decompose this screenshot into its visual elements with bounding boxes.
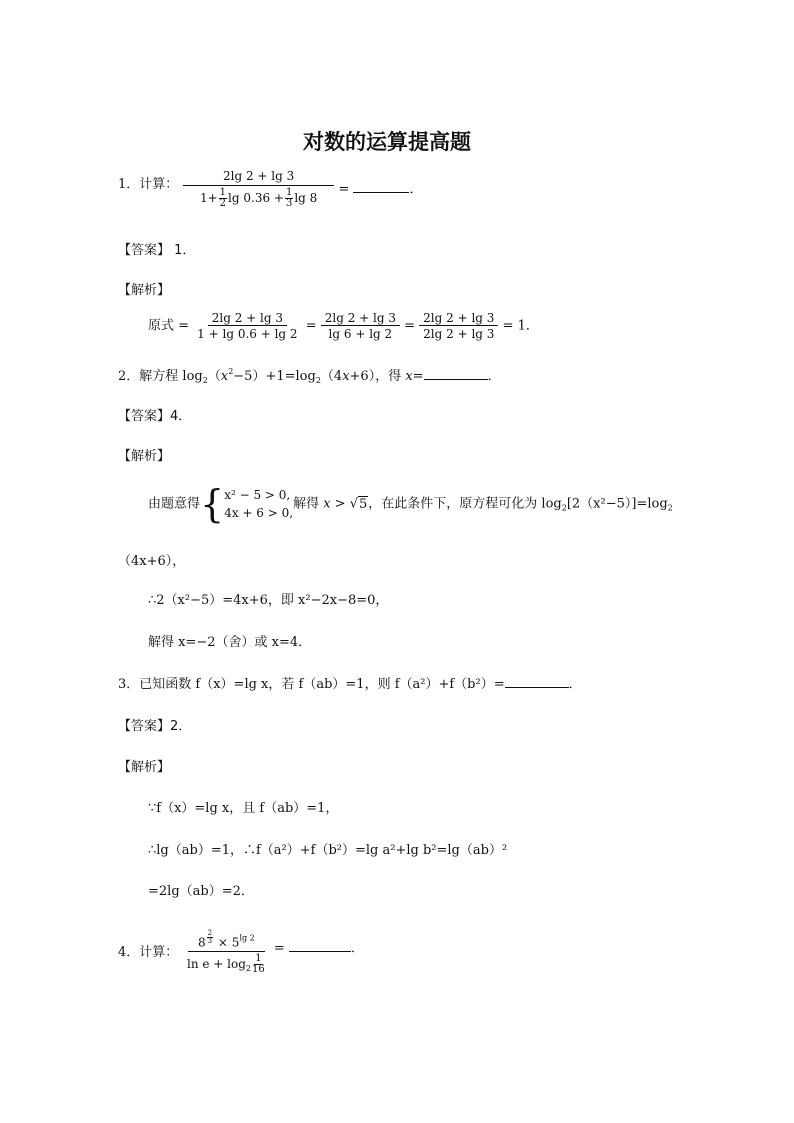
q2-answer-blank[interactable]	[424, 379, 488, 380]
q4-exp2: lg 2	[239, 933, 255, 943]
question-number: 2．	[118, 369, 140, 384]
question-1	[118, 178, 178, 191]
q1-numerator: 2lg 2 + lg 3	[183, 170, 334, 186]
q2-sol-text: ，在此条件下，原方程可化为 log	[368, 496, 562, 512]
q1-end: ．	[409, 182, 423, 197]
q4-den-text: ln e + log	[187, 956, 246, 971]
q1-analysis-label: 【解析】	[118, 283, 171, 298]
q2-text: −5）+1=log	[233, 369, 316, 384]
answer-label: 【答案】	[118, 409, 171, 424]
system-line: 4x + 6 > 0,	[224, 506, 294, 520]
question-4	[118, 946, 178, 959]
q2-text: +6），得	[349, 369, 406, 384]
q4-numerator	[188, 922, 265, 952]
q1-den-post: lg 8	[294, 191, 318, 205]
q1-result: = 1．	[502, 318, 539, 334]
q1-answer: 1．	[170, 243, 196, 258]
q2-solution-line-3: ∴2（x²−5）=4x+6，即 x²−2x−8=0，	[148, 593, 389, 608]
q4-fraction	[183, 922, 270, 975]
q2-solution-line-4: 解得 x=−2（舍）或 x=4．	[148, 635, 312, 650]
q3-solution-line-3: =2lg（ab）=2．	[148, 884, 254, 899]
frac-den: 2lg 2 + lg 3	[423, 327, 495, 341]
q4-base: 8	[198, 935, 206, 950]
q2-var: x	[342, 369, 350, 384]
q2-solution-line-2: （4x+6），	[118, 554, 186, 569]
q4-den-frac-num: 1	[255, 952, 262, 964]
q1-expression	[183, 170, 422, 209]
frac-num: 2lg 2 + lg 3	[419, 312, 498, 326]
question-number: 4．	[118, 945, 140, 960]
left-brace-icon: {	[200, 482, 225, 526]
q1-half-num: 1	[219, 187, 227, 198]
q2-text: 解方程 log	[139, 369, 203, 384]
system-line: x² − 5 > 0,	[224, 488, 291, 502]
q2-sol-text: [2（x²−5）]=log	[566, 496, 668, 512]
frac-den: 1 + lg 0.6 + lg 2	[197, 327, 298, 341]
q1-half-den: 2	[219, 198, 227, 209]
q3-answer-row	[118, 720, 191, 733]
page-title: 对数的运算提高题	[303, 130, 471, 154]
q1-denominator	[196, 186, 321, 209]
q2-answer: 4．	[170, 409, 192, 424]
q2-text: （	[207, 369, 221, 384]
q1-third-den: 3	[285, 198, 293, 209]
answer-label: 【答案】	[118, 719, 171, 734]
question-prompt: 计算：	[139, 945, 179, 960]
q1-equals: =	[338, 182, 350, 197]
q1-step-label: 原式 =	[148, 318, 190, 334]
q2-sub: 2	[667, 503, 673, 513]
q4-equals: =	[273, 940, 285, 956]
q1-step-fraction-2	[321, 312, 400, 340]
q2-sub: 2	[202, 376, 208, 385]
q4-den-sub: 2	[245, 963, 252, 973]
q1-step-fraction-1	[193, 312, 301, 340]
answer-label: 【答案】	[118, 243, 171, 258]
q2-text: =	[412, 369, 424, 384]
q2-sup: 2	[228, 367, 234, 376]
q4-exp-num: 2	[207, 929, 213, 937]
sqrt-icon: √	[349, 496, 359, 512]
q4-num-mid: × 5	[214, 935, 240, 950]
q1-third	[285, 188, 293, 209]
q4-exp-den: 3	[207, 937, 213, 945]
q2-condition: x >	[323, 496, 350, 512]
q3-analysis-label: 【解析】	[118, 760, 171, 775]
q1-fraction	[183, 170, 334, 209]
q1-half	[219, 188, 227, 209]
q2-answer-row	[118, 410, 191, 423]
q2-sol-text: 解得	[293, 496, 320, 512]
question-number: 1．	[118, 177, 140, 192]
frac-den: lg 6 + lg 2	[328, 327, 393, 341]
question-prompt: 计算：	[139, 177, 179, 192]
q4-denominator	[183, 952, 270, 975]
q2-solution-line-1	[148, 482, 673, 526]
q3-solution-line-1: ∵f（x）=lg x，且 f（ab）=1，	[148, 801, 339, 816]
q2-system	[224, 486, 293, 522]
q2-var: x	[220, 369, 229, 384]
q4-den-frac-den: 16	[252, 963, 265, 975]
q4-answer-blank[interactable]	[289, 951, 351, 952]
q2-end: ．	[487, 369, 501, 384]
question-3	[118, 678, 582, 691]
q2-var: x	[405, 369, 413, 384]
q4-end: ．	[350, 940, 364, 956]
question-2	[118, 368, 501, 385]
q4-den-fraction	[252, 954, 265, 975]
q3-answer-blank[interactable]	[505, 687, 569, 688]
q1-third-num: 1	[285, 187, 293, 198]
q4-expression	[183, 922, 364, 975]
q1-step-fraction-3	[419, 312, 498, 340]
frac-num: 2lg 2 + lg 3	[321, 312, 400, 326]
q2-text: （4	[320, 369, 343, 384]
q2-sub: 2	[315, 376, 321, 385]
q3-answer: 2．	[170, 719, 192, 734]
q1-solution: 原式 = $\frac{2\lg 2 + \lg 3}{1 + \lg 0.6 + \lg 2}$ = $\frac{2\lg 2 + \lg 3}{\lg 6 + \lg 2}$ = $\frac{2\lg 2 + \lg 3}{2\lg 2 + \lg 3}$ = 1．	[148, 311, 539, 341]
question-number: 3．	[118, 677, 140, 692]
q3-solution-line-2: ∴lg（ab）=1，∴f（a²）+f（b²）=lg a²+lg b²=lg（ab）²	[148, 843, 508, 858]
q1-den-mid: lg 0.36 +	[228, 191, 284, 205]
q1-answer-row	[118, 244, 195, 257]
q2-sol-text: 由题意得	[148, 496, 201, 512]
sqrt-value: 5	[359, 496, 368, 512]
q2-analysis-label: 【解析】	[118, 449, 171, 464]
frac-num: 2lg 2 + lg 3	[208, 312, 287, 326]
q1-answer-blank[interactable]	[353, 192, 409, 193]
q3-end: ．	[568, 677, 582, 692]
q3-stem: 已知函数 f（x）=lg x，若 f（ab）=1，则 f（a²）+f（b²）=	[139, 677, 505, 692]
q2-sub: 2	[561, 503, 567, 513]
q1-den-pre: 1+	[199, 191, 218, 205]
